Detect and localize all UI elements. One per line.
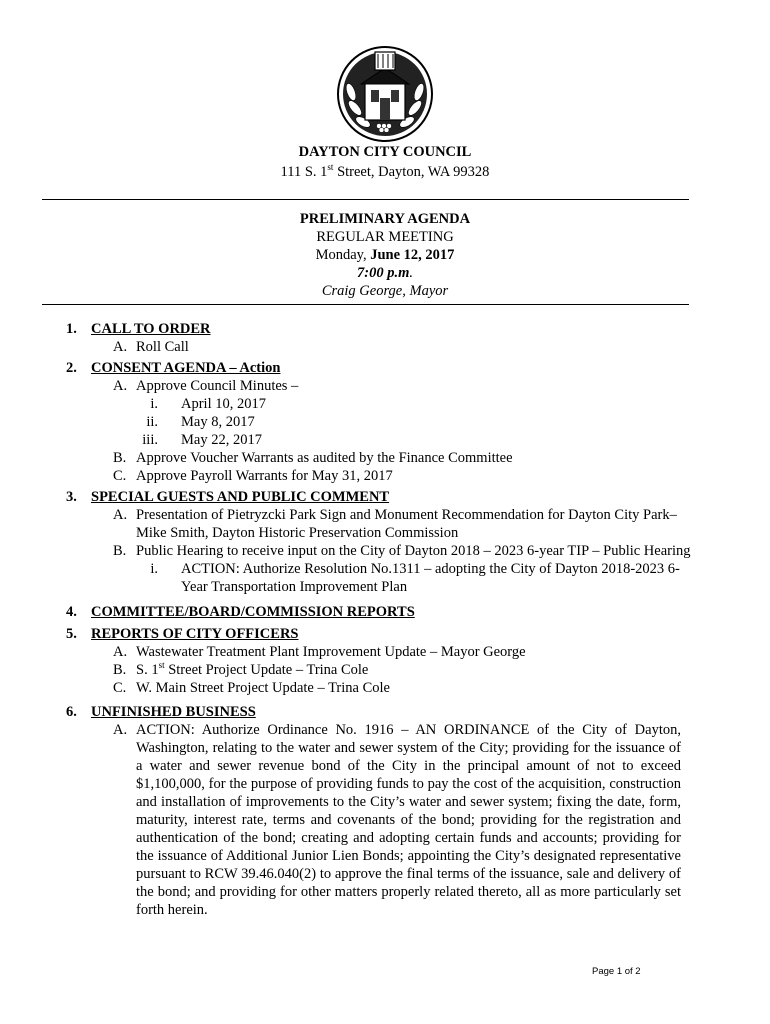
item-number: 4. — [66, 604, 77, 620]
subitem-text-continued: Mike Smith, Dayton Historic Preservation Commission — [136, 525, 459, 541]
subitem-text-pre: S. 1 — [136, 662, 159, 678]
item-heading: SPECIAL GUESTS AND PUBLIC COMMENT — [91, 489, 390, 505]
agenda-title: PRELIMINARY AGENDA — [299, 211, 471, 227]
meeting-time-suffix: . — [409, 265, 413, 281]
item-number: 6. — [66, 704, 77, 720]
subitem-text: W. Main Street Project Update – Trina Cole — [136, 680, 390, 696]
subitem-text: Roll Call — [136, 339, 189, 355]
subitem-text — [136, 661, 368, 679]
item-number: 5. — [66, 626, 77, 642]
meeting-time — [0, 264, 770, 282]
address-rest: Street, Dayton, WA 99328 — [333, 164, 490, 180]
subitem-letter: A. — [113, 644, 128, 660]
subitem-letter: A. — [113, 339, 128, 355]
meeting-time-value: 7:00 p.m — [357, 265, 410, 281]
address-street-number: 111 S. 1 — [280, 164, 328, 180]
roman-text: May 22, 2017 — [181, 432, 262, 448]
subitem-letter: B. — [113, 450, 127, 466]
header-divider-top — [42, 199, 689, 200]
meeting-type: REGULAR MEETING — [316, 229, 454, 245]
roman-text: April 10, 2017 — [181, 396, 266, 412]
subitem-letter: C. — [113, 680, 127, 696]
item-number: 2. — [66, 360, 77, 376]
subitem-text: Approve Payroll Warrants for May 31, 2017 — [136, 468, 393, 484]
subitem-text-post: Street Project Update – Trina Cole — [164, 662, 369, 678]
item-heading: COMMITTEE/BOARD/COMMISSION REPORTS — [91, 604, 415, 620]
meeting-date — [0, 246, 770, 264]
roman-text: May 8, 2017 — [181, 414, 255, 430]
subitem-text: Approve Voucher Warrants as audited by the Finance Committee — [136, 450, 513, 466]
subitem-letter: A. — [113, 507, 128, 523]
subitem-text: Wastewater Treatment Plant Improvement Update – Mayor George — [136, 644, 526, 660]
subitem-letter: A. — [113, 378, 128, 394]
subitem-text: Presentation of Pietryzcki Park Sign and Monument Recommendation for Dayton City Park– — [136, 507, 677, 523]
subitem-letter: A. — [113, 722, 128, 738]
item-number: 3. — [66, 489, 77, 505]
subitem-letter: B. — [113, 543, 127, 559]
item-heading: REPORTS OF CITY OFFICERS — [91, 626, 299, 642]
subitem-text: Approve Council Minutes – — [136, 378, 299, 394]
meeting-date-value: June 12, 2017 — [370, 247, 455, 263]
meeting-day: Monday, — [315, 247, 371, 263]
address-ordinal-suffix: st — [327, 162, 334, 173]
roman-number: i. — [150, 396, 158, 412]
roman-number: iii. — [142, 432, 158, 448]
subitem-letter: C. — [113, 468, 127, 484]
roman-text: ACTION: Authorize Resolution No.1311 – adopting the City of Dayton 2018-2023 6- — [181, 561, 680, 577]
city-seal-logo — [333, 40, 437, 144]
item-heading: UNFINISHED BUSINESS — [91, 704, 256, 720]
item-heading: CALL TO ORDER — [91, 321, 211, 337]
ordinal-suffix: st — [158, 660, 165, 671]
roman-number: i. — [150, 561, 158, 577]
item-number: 1. — [66, 321, 77, 337]
subitem-text: Public Hearing to receive input on the City of Dayton 2018 – 2023 6-year TIP – Public Hearing — [136, 543, 691, 559]
header-divider-bottom — [42, 304, 689, 305]
roman-text-continued: Year Transportation Improvement Plan — [181, 579, 408, 595]
ordinance-1916-text: ACTION: Authorize Ordinance No. 1916 – AN ORDINANCE of the City of Dayton, Washington, relating to the water and sewer system of the City; providing for the issuance of a water and sewer revenue bond of the City in the principal amount of not to exceed $1,100,000, for the purpose of providing funds to pay the cost of the acquisition, construction and installation of improvements to the City’s water and sewer system; fixing the date, form, maturity, interest rate, terms and covenants of the bond; providing for the registration and authentication of the bond; creating and adopting certain funds and accounts; providing for the issuance of Additional Junior Lien Bonds; appointing the City’s designated representative pursuant to RCW 39.46.040(2) to approve the final terms of the issuance, sale and delivery of the bond; and providing for other matters properly related thereto, all as more particularly set forth herein. — [136, 722, 681, 918]
roman-number: ii. — [146, 414, 158, 430]
page-number: Page 1 of 2 — [592, 966, 641, 977]
subitem-letter: B. — [113, 662, 127, 678]
item-heading: CONSENT AGENDA – Action — [91, 360, 281, 376]
council-name: DAYTON CITY COUNCIL — [298, 144, 472, 160]
council-address — [0, 163, 770, 181]
mayor-name: Craig George, Mayor — [321, 283, 449, 299]
